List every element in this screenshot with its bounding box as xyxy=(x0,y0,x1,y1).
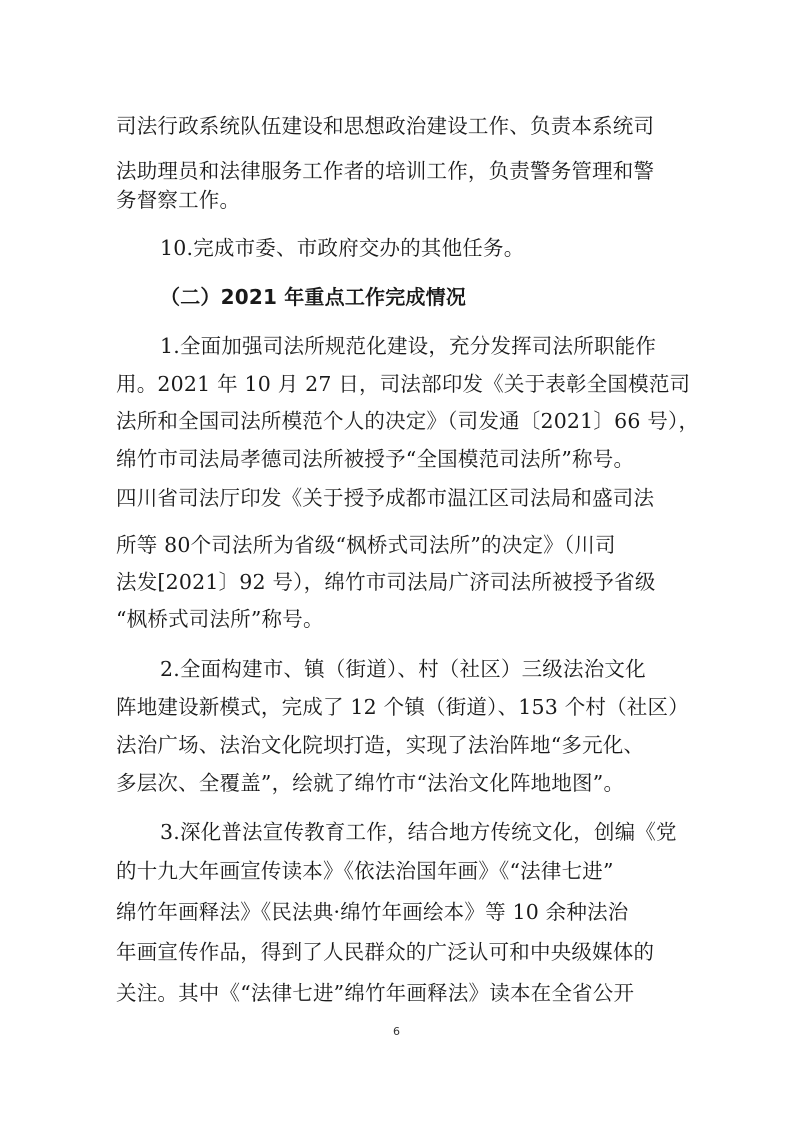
text-line: 绵竹年画释法》《民法典·绵竹年画绘本》等 10 余种法治 xyxy=(116,900,629,924)
text-line: 法助理员和法律服务工作者的培训工作，负责警务管理和警 xyxy=(116,159,655,183)
text-line: 四川省司法厅印发《关于授予成都市温江区司法局和盛司法 xyxy=(116,486,655,510)
text-line: 所等 80个司法所为省级“枫桥式司法所”的决定》（川司 xyxy=(116,533,616,557)
text-line: “枫桥式司法所”称号。 xyxy=(116,607,324,631)
text-line: 法治广场、法治文化院坝打造，实现了法治阵地“多元化、 xyxy=(116,733,645,757)
text-line: 关注。其中《“法律七进”绵竹年画释法》读本在全省公开 xyxy=(116,981,635,1005)
text-line: 司法行政系统队伍建设和思想政治建设工作、负责本系统司 xyxy=(116,114,655,138)
text-line: 的十九大年画宣传读本》《依法治国年画》《“法律七进” xyxy=(116,859,614,883)
section-heading: （二）2021 年重点工作完成情况 xyxy=(160,285,467,309)
text-line: 多层次、全覆盖”，绘就了绵竹市“法治文化阵地地图”。 xyxy=(116,771,625,795)
text-line: 阵地建设新模式，完成了 12 个镇（街道）、153 个村（社区） xyxy=(116,695,689,719)
text-line: 1.全面加强司法所规范化建设，充分发挥司法所职能作 xyxy=(160,334,657,358)
text-line: 10.完成市委、市政府交办的其他任务。 xyxy=(160,236,525,260)
text-line: 用。2021 年 10 月 27 日，司法部印发《关于表彰全国模范司 xyxy=(116,372,691,396)
text-line: 2.全面构建市、镇（街道）、村（社区）三级法治文化 xyxy=(160,657,646,681)
text-line: 绵竹市司法局孝德司法所被授予“全国模范司法所”称号。 xyxy=(116,447,635,471)
text-line: 务督察工作。 xyxy=(116,188,241,212)
text-line: 法所和全国司法所模范个人的决定》（司发通〔2021〕66 号）， xyxy=(116,409,700,433)
page-number: 6 xyxy=(393,1025,400,1038)
text-line: 3.深化普法宣传教育工作，结合地方传统文化，创编《党 xyxy=(160,820,677,844)
text-line: 年画宣传作品，得到了人民群众的广泛认可和中央级媒体的 xyxy=(116,940,655,964)
text-line: 法发[2021〕92 号），绵竹市司法局广济司法所被授予省级 xyxy=(116,570,656,594)
